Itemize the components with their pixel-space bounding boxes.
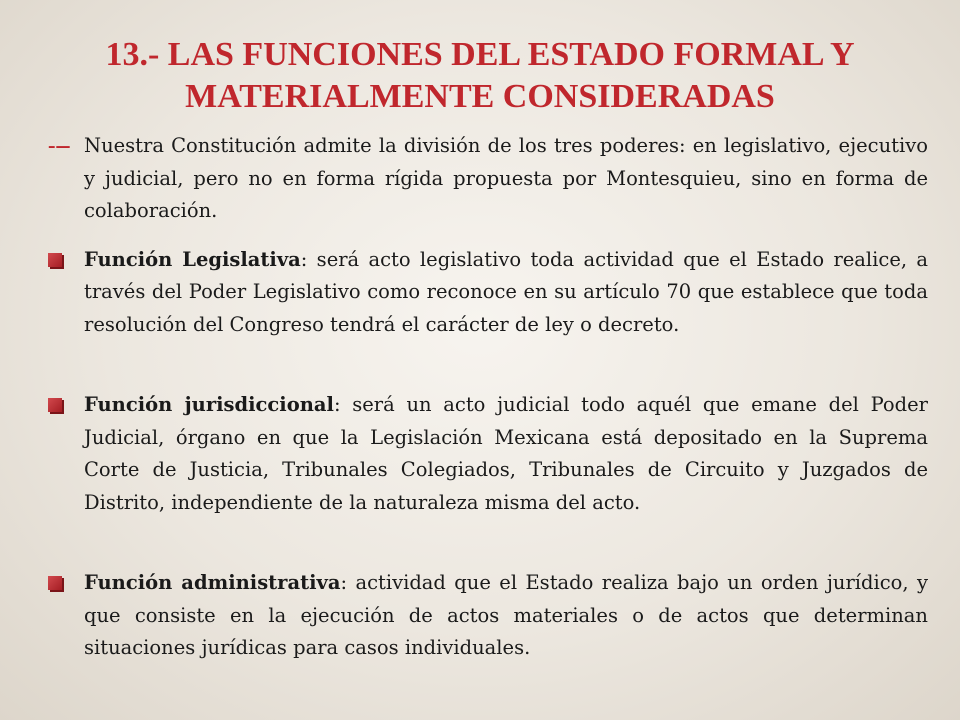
legislative-term: Función Legislativa xyxy=(84,247,301,271)
jurisdictional-term: Función jurisdiccional xyxy=(84,393,334,416)
title-line-2: MATERIALMENTE CONSIDERADAS xyxy=(185,78,775,115)
legislative-paragraph xyxy=(48,244,928,342)
title-line-1: 13.- LAS FUNCIONES DEL ESTADO FORMAL Y xyxy=(105,36,855,73)
jurisdictional-paragraph xyxy=(48,389,928,519)
square-bullet-icon xyxy=(48,244,62,279)
intro-paragraph xyxy=(48,130,928,228)
dash-bullet-icon: –— xyxy=(48,137,71,155)
legislative-text: : será acto legislativo toda actividad que el Estado realice, a través del Poder Legislativo como reconoce en su artículo 70 que establece que toda resolución del Congreso tendrá el carácter de ley o decreto. xyxy=(84,247,929,336)
jurisdictional-text: : será un acto judicial todo aquél que emane del Poder Judicial, órgano en que la Legislación Mexicana está depositado en la Suprema Corte de Justicia, Tribunales Colegiados, Tribunales de Circuito y Juzgados de Distrito, independiente de la naturaleza misma del acto. xyxy=(84,393,928,514)
administrative-paragraph xyxy=(48,567,928,665)
intro-text: Nuestra Constitución admite la división de los tres poderes: en legislativo, ejecutivo y judicial, pero no en forma rígida propuesta por Montesquieu, sino en forma de colaboración. xyxy=(84,134,928,222)
slide-content xyxy=(48,130,928,665)
administrative-term: Función administrativa xyxy=(84,571,341,594)
square-bullet-icon xyxy=(48,389,62,424)
slide-title xyxy=(40,34,920,118)
square-bullet-icon xyxy=(48,567,62,602)
administrative-text: : actividad que el Estado realiza bajo un orden jurídico, y que consiste en la ejecución de actos materiales o de actos que determinan situaciones jurídicas para casos individuales. xyxy=(84,571,929,659)
